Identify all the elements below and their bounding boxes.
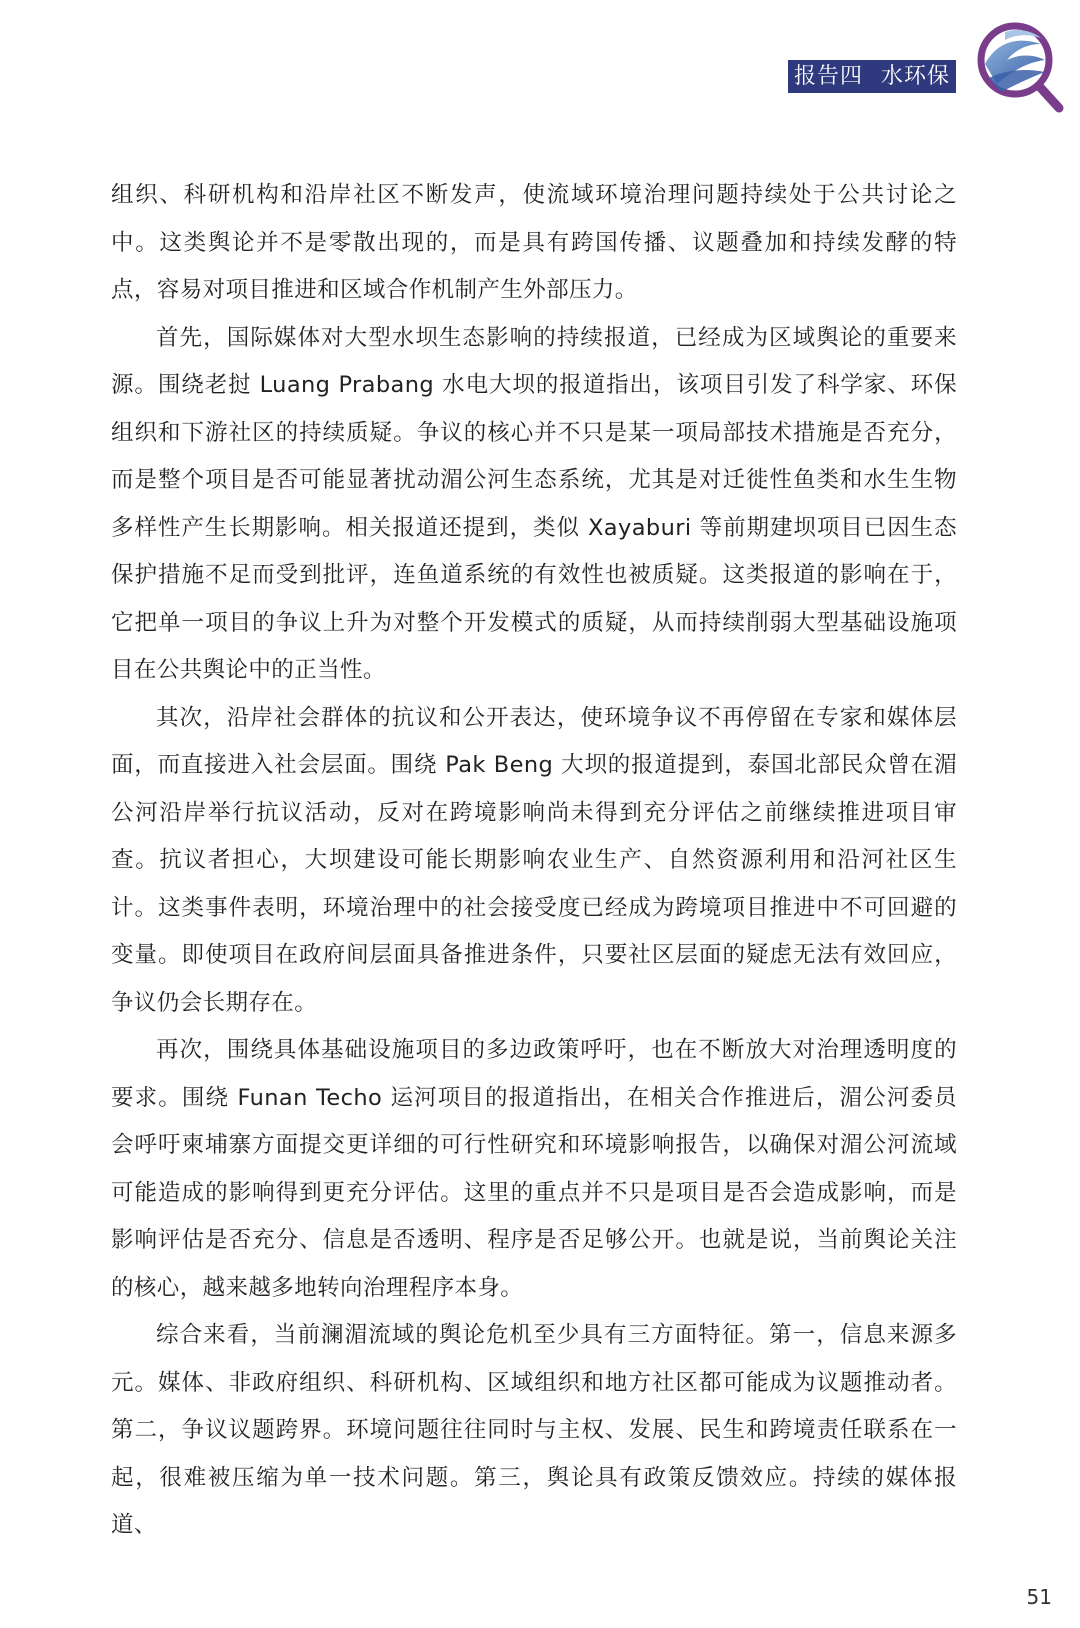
section-label: 水环保	[881, 64, 951, 89]
paragraph: 其次，沿岸社会群体的抗议和公开表达，使环境争议不再停留在专家和媒体层面，而直接进入社会层面。围绕 Pak Beng 大坝的报道提到，泰国北部民众曾在湄公河沿岸举行抗议活动，反对在跨境影响尚未得到充分评估之前继续推进项目审查。抗议者担心，大坝建设可能长期影响农业生产、自然资源利用和沿河社区生计。这类事件表明，环境治理中的社会接受度已经成为跨境项目推进中不可回避的变量。即使项目在政府间层面具备推进条件，只要社区层面的疑虑无法有效回应，争议仍会长期存在。	[111, 704, 957, 1016]
magnifier-globe-logo-icon	[975, 20, 1067, 116]
page-number: 51	[1026, 1585, 1052, 1609]
section-header-tag	[788, 60, 956, 93]
paragraph: 组织、科研机构和沿岸社区不断发声，使流域环境治理问题持续处于公共讨论之中。这类舆论并不是零散出现的，而是具有跨国传播、议题叠加和持续发酵的特点，容易对项目推进和区域合作机制产生外部压力。	[111, 182, 957, 303]
paragraph: 综合来看，当前澜湄流域的舆论危机至少具有三方面特征。第一，信息来源多元。媒体、非政府组织、科研机构、区域组织和地方社区都可能成为议题推动者。第二，争议议题跨界。环境问题往往同时与主权、发展、民生和跨境责任联系在一起，很难被压缩为单一技术问题。第三，舆论具有政策反馈效应。持续的媒体报道、	[111, 1322, 957, 1538]
article-body	[111, 172, 957, 1550]
paragraph: 再次，围绕具体基础设施项目的多边政策呼吁，也在不断放大对治理透明度的要求。围绕 Funan Techo 运河项目的报道指出，在相关合作推进后，湄公河委员会呼吁柬埔寨方面提交更详细的可行性研究和环境影响报告，以确保对湄公河流域可能造成的影响得到更充分评估。这里的重点并不只是项目是否会造成影响，而是影响评估是否充分、信息是否透明、程序是否足够公开。也就是说，当前舆论关注的核心，越来越多地转向治理程序本身。	[111, 1037, 957, 1301]
paragraph: 首先，国际媒体对大型水坝生态影响的持续报道，已经成为区域舆论的重要来源。围绕老挝 Luang Prabang 水电大坝的报道指出，该项目引发了科学家、环保组织和下游社区的持续质疑。争议的核心并不只是某一项局部技术措施是否充分，而是整个项目是否可能显著扰动湄公河生态系统，尤其是对迁徙性鱼类和水生生物多样性产生长期影响。相关报道还提到，类似 Xayaburi 等前期建坝项目已因生态保护措施不足而受到批评，连鱼道系统的有效性也被质疑。这类报道的影响在于，它把单一项目的争议上升为对整个开发模式的质疑，从而持续削弱大型基础设施项目在公共舆论中的正当性。	[111, 324, 957, 683]
report-label: 报告四	[793, 64, 863, 89]
